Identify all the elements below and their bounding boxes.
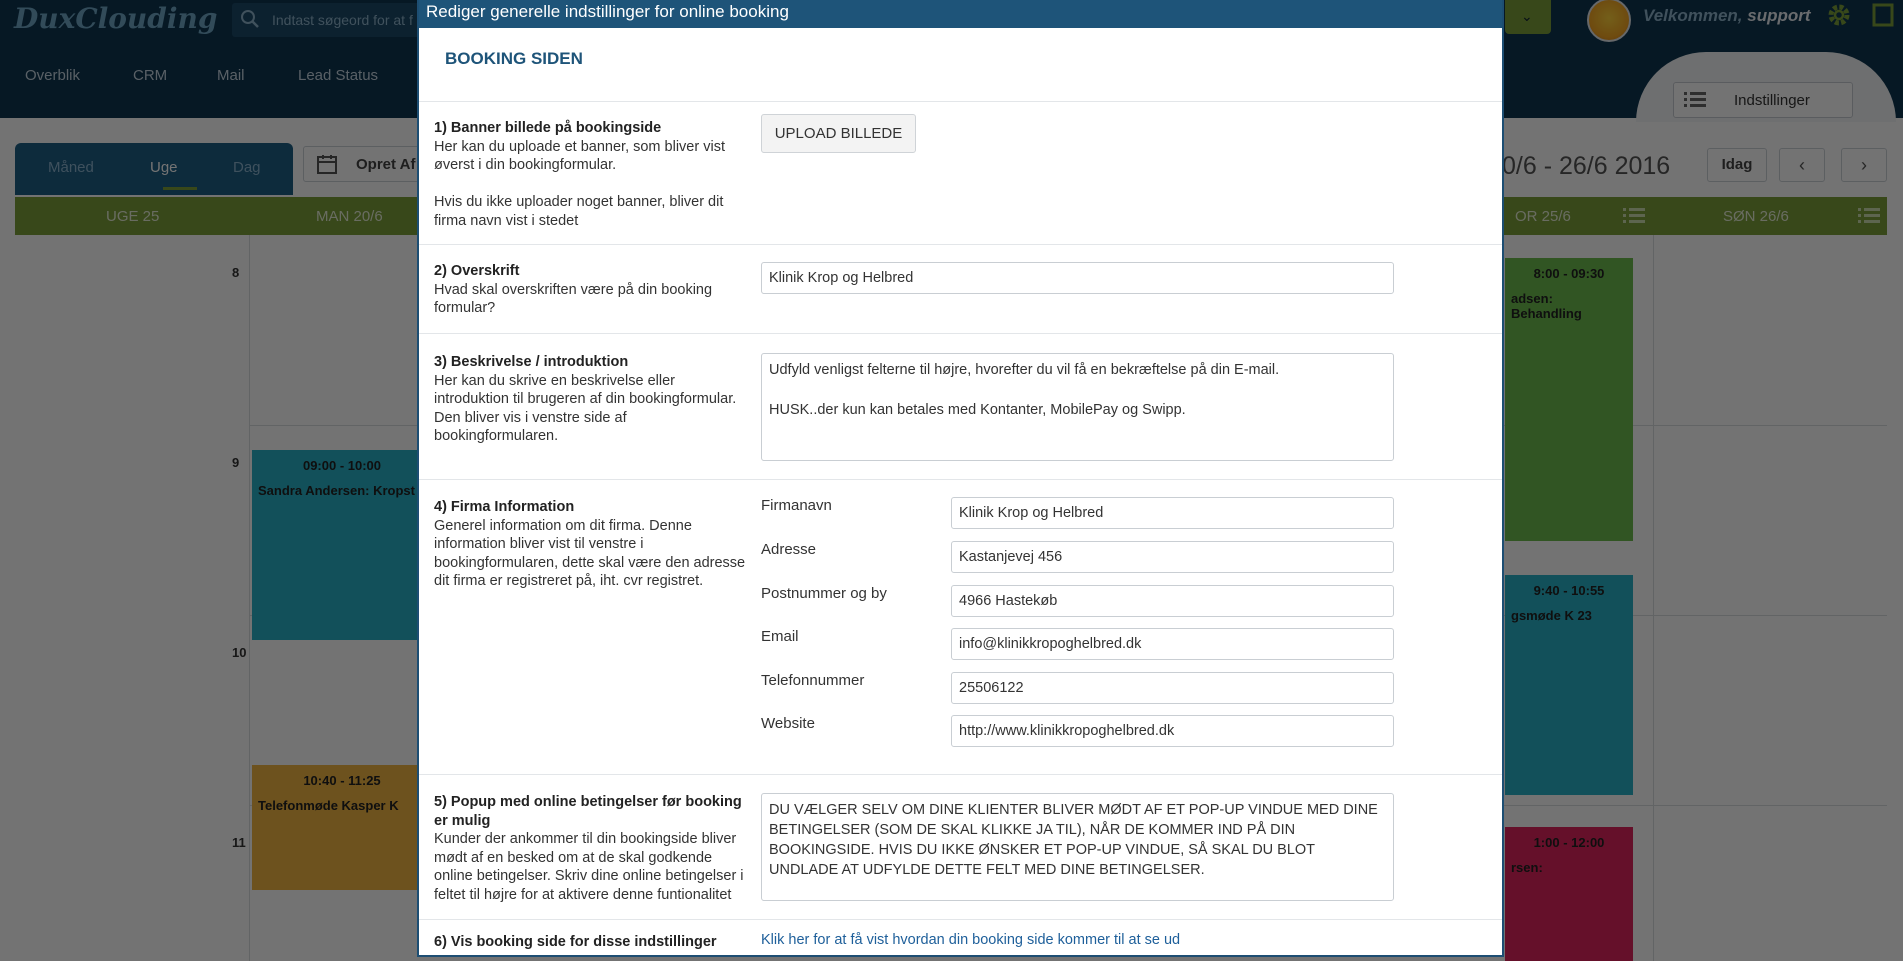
zip-city-label: Postnummer og by	[761, 585, 887, 602]
row-description: Hvis du ikke uploader noget banner, bliver dit firma navn vist i stedet	[434, 194, 724, 229]
row-description: Her kan du skrive en beskrivelse eller introduktion til brugeren af din bookingformular. Den bliver vis i venstre side af bookingformularen.	[434, 372, 737, 444]
row-banner-label	[434, 119, 749, 230]
email-field[interactable]	[951, 628, 1394, 660]
headline-input[interactable]	[761, 262, 1394, 294]
divider	[419, 333, 1502, 334]
description-textarea[interactable]: Udfyld venligst felterne til højre, hvorefter du vil få en bekræftelse på din E-mail. HUSK..der kun kan betales med Kontanter, MobilePay og Swipp.	[761, 353, 1394, 461]
email-label: Email	[761, 628, 799, 645]
row-description: Kunder der ankommer til din bookingside bliver mødt af en besked om at de skal godkende online betingelser. Skriv dine online betingelser i feltet til højre for at aktivere denne funtionalitet	[434, 831, 744, 903]
phone-input[interactable]	[951, 672, 1394, 704]
row-heading: 4) Firma Information	[434, 499, 575, 515]
section-title: BOOKING SIDEN	[445, 49, 583, 68]
website-label: Website	[761, 715, 815, 732]
booking-settings-modal	[417, 0, 1504, 957]
website-input[interactable]	[951, 715, 1394, 747]
divider	[419, 479, 1502, 480]
row-heading: 6) Vis booking side for disse indstillinger	[434, 934, 717, 950]
row-popup-label	[434, 793, 749, 904]
row-company-label	[434, 498, 749, 591]
phone-label: Telefonnummer	[761, 672, 865, 689]
terms-textarea[interactable]: DU VÆLGER SELV OM DINE KLIENTER BLIVER MØDT AF ET POP-UP VINDUE MED DINE BETINGELSER (SOM DE SKAL KLIKKE JA TIL), NÅR DE KOMMER IND PÅ DIN BOOKINGSIDE. HVIS DU IKKE ØNSKER ET POP-UP VINDUE, SÅ SKAL DU BLOT UNDLADE AT UDFYLDE DETTE FELT MED DINE BETINGELSER.	[761, 793, 1394, 901]
row-preview-label	[434, 933, 749, 952]
address-label: Adresse	[761, 541, 817, 558]
divider	[419, 244, 1502, 245]
row-description: Generel information om dit firma. Denne information bliver vist til venstre i bookingformularen, dette skal være den adresse dit firma er registreret på, iht. cvr registret.	[434, 517, 746, 589]
address-input[interactable]	[951, 541, 1394, 573]
modal-title: Rediger generelle indstillinger for online booking	[426, 2, 789, 21]
row-heading-label	[434, 262, 749, 318]
company-name-input[interactable]	[951, 497, 1394, 529]
row-heading: 3) Beskrivelse / introduktion	[434, 354, 629, 370]
divider	[419, 919, 1502, 920]
modal-header	[419, 0, 1502, 28]
row-heading: 5) Popup med online betingelser før booking er mulig	[434, 794, 742, 829]
upload-banner-button[interactable]: UPLOAD BILLEDE	[761, 114, 916, 153]
zip-city-input[interactable]	[951, 585, 1394, 617]
company-name-label: Firmanavn	[761, 497, 832, 514]
row-description-label	[434, 353, 749, 446]
row-description: Her kan du uploade et banner, som bliver vist øverst i din bookingformular.	[434, 138, 725, 173]
row-heading: 2) Overskrift	[434, 263, 520, 279]
divider	[419, 101, 1502, 102]
divider	[419, 774, 1502, 775]
row-description: Hvad skal overskriften være på din booking formular?	[434, 281, 713, 316]
row-heading: 1) Banner billede på bookingside	[434, 120, 662, 136]
preview-booking-link[interactable]: Klik her for at få vist hvordan din booking side kommer til at se ud	[761, 932, 1181, 948]
